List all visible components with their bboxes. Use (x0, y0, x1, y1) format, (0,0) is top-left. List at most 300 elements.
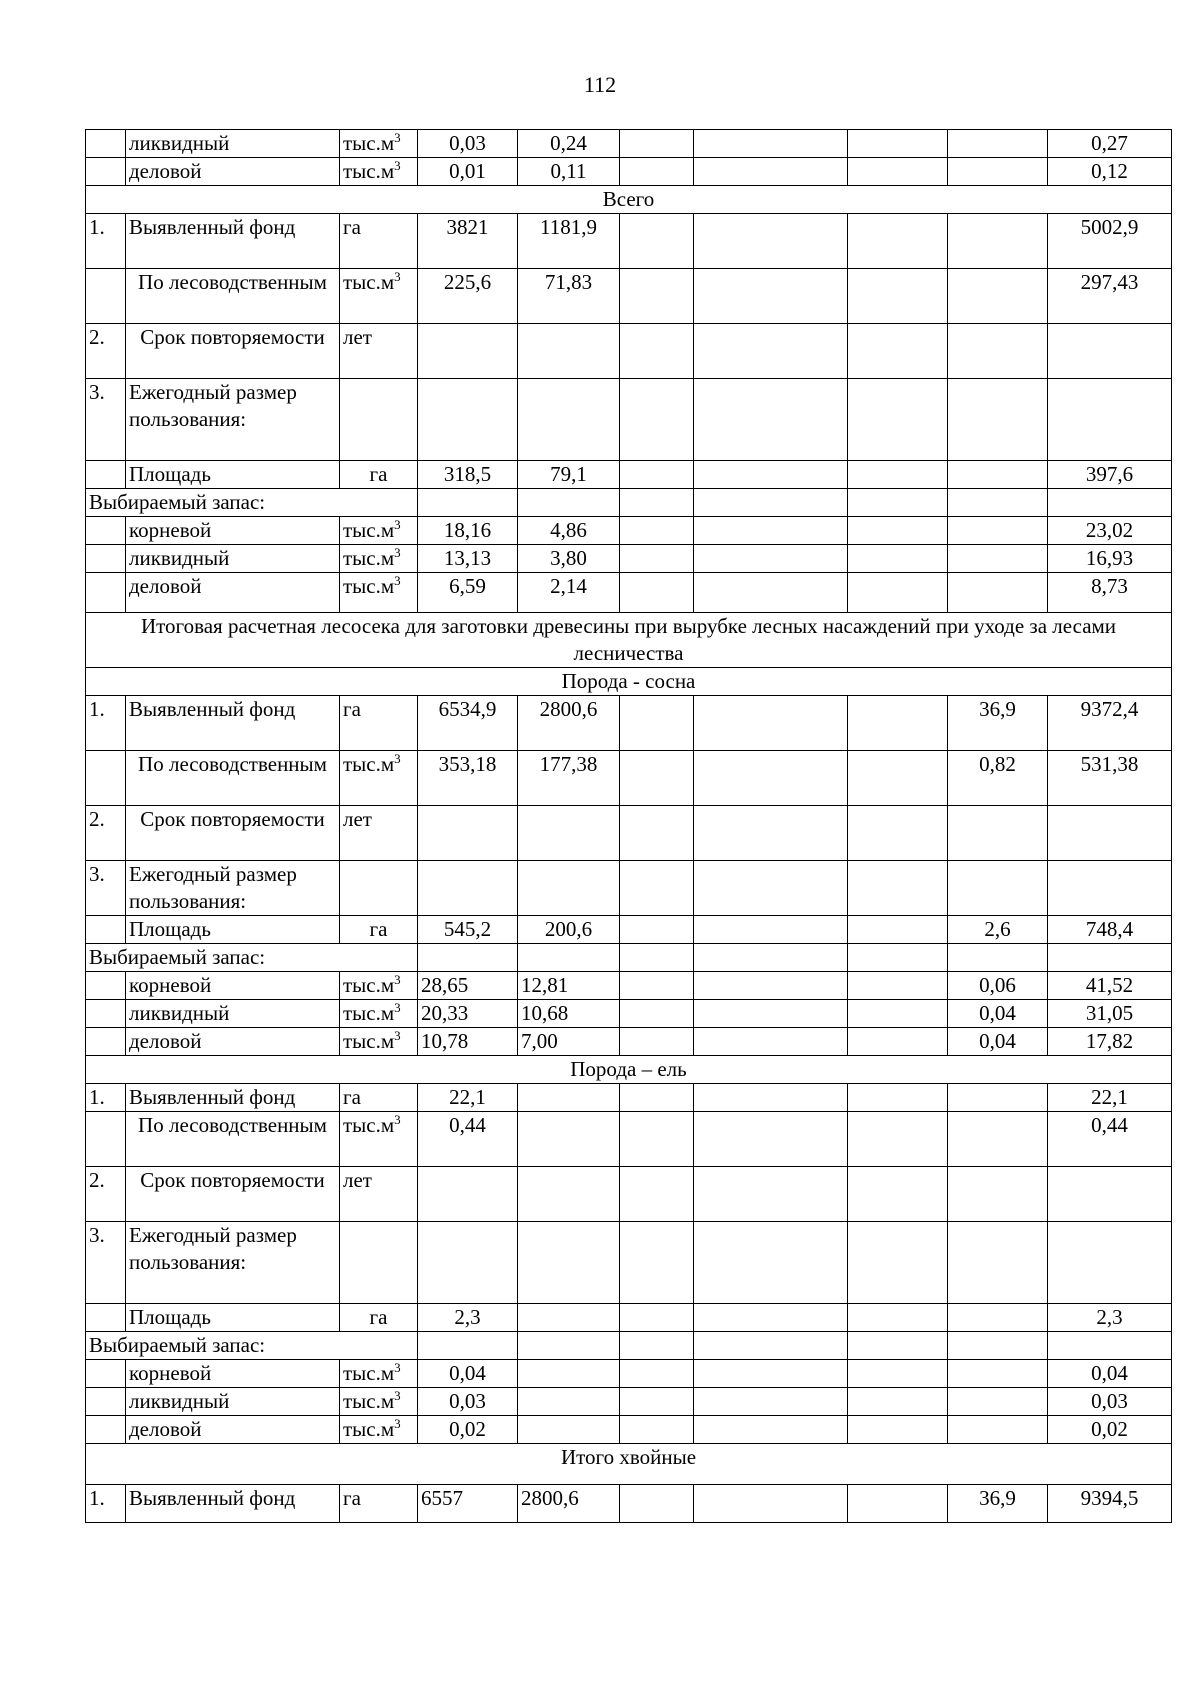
value-cell: 0,44 (418, 1112, 518, 1167)
value-cell (848, 1112, 948, 1167)
value-cell (620, 696, 694, 751)
value-cell: 5002,9 (1048, 214, 1172, 269)
value-cell (1048, 379, 1172, 461)
value-cell: 23,02 (1048, 517, 1172, 545)
table-row (86, 613, 1172, 668)
unit-cell (340, 1000, 418, 1028)
value-cell: 22,1 (418, 1084, 518, 1112)
value-cell (948, 1112, 1048, 1167)
value-cell: 225,6 (418, 269, 518, 324)
table-row (86, 972, 1172, 1000)
value-cell (620, 1388, 694, 1416)
value-cell (948, 1084, 1048, 1112)
unit-cell: га (340, 696, 418, 751)
row-number (86, 158, 126, 186)
value-cell (518, 1360, 620, 1388)
unit-cell: га (340, 916, 418, 944)
value-cell (848, 1416, 948, 1444)
value-cell (518, 324, 620, 379)
table-row (86, 158, 1172, 186)
value-cell: 79,1 (518, 461, 620, 489)
empty-cell (1048, 489, 1172, 517)
unit-cell (340, 861, 418, 916)
table-row (86, 186, 1172, 214)
value-cell: 2,3 (1048, 1304, 1172, 1332)
value-cell (948, 573, 1048, 613)
value-cell: 0,03 (1048, 1388, 1172, 1416)
value-cell (848, 269, 948, 324)
value-cell (620, 751, 694, 806)
value-cell (848, 1028, 948, 1056)
value-cell: 0,44 (1048, 1112, 1172, 1167)
unit-base: тыс.м (343, 1029, 395, 1053)
empty-cell (948, 489, 1048, 517)
value-cell (694, 861, 848, 916)
value-cell (1048, 806, 1172, 861)
value-cell: 31,05 (1048, 1000, 1172, 1028)
value-cell (1048, 1222, 1172, 1304)
value-cell (694, 1000, 848, 1028)
empty-cell (620, 944, 694, 972)
row-number: 3. (86, 861, 126, 916)
unit-base: тыс.м (343, 1361, 395, 1385)
row-label: деловой (126, 573, 340, 613)
value-cell (620, 573, 694, 613)
value-cell (848, 214, 948, 269)
value-cell: 9372,4 (1048, 696, 1172, 751)
value-cell: 18,16 (418, 517, 518, 545)
row-number (86, 1416, 126, 1444)
unit-base: тыс.м (343, 131, 395, 155)
row-number: 2. (86, 1167, 126, 1222)
value-cell (694, 1360, 848, 1388)
value-cell: 2,3 (418, 1304, 518, 1332)
row-label: ликвидный (126, 1000, 340, 1028)
unit-cell (340, 1388, 418, 1416)
value-cell (948, 1304, 1048, 1332)
value-cell (620, 214, 694, 269)
value-cell (620, 379, 694, 461)
unit-cell (340, 972, 418, 1000)
value-cell (948, 214, 1048, 269)
value-cell (848, 1485, 948, 1523)
empty-cell (418, 1332, 518, 1360)
unit-base: тыс.м (343, 518, 395, 542)
value-cell (620, 517, 694, 545)
table-row (86, 668, 1172, 696)
empty-cell (948, 1332, 1048, 1360)
empty-cell (620, 1332, 694, 1360)
value-cell (694, 1112, 848, 1167)
value-cell (848, 158, 948, 186)
row-number (86, 130, 126, 158)
value-cell (948, 324, 1048, 379)
value-cell: 748,4 (1048, 916, 1172, 944)
value-cell (518, 1084, 620, 1112)
unit-exponent: 3 (394, 1388, 401, 1403)
value-cell (948, 269, 1048, 324)
value-cell (694, 461, 848, 489)
row-number (86, 916, 126, 944)
value-cell: 0,24 (518, 130, 620, 158)
value-cell (694, 1167, 848, 1222)
row-number (86, 1000, 126, 1028)
value-cell: 6534,9 (418, 696, 518, 751)
value-cell (694, 379, 848, 461)
row-label: ликвидный (126, 545, 340, 573)
value-cell: 0,03 (418, 130, 518, 158)
value-cell: 0,12 (1048, 158, 1172, 186)
row-label: Ежегодный размер пользования: (126, 379, 340, 461)
table-row (86, 1056, 1172, 1084)
unit-cell: га (340, 1485, 418, 1523)
value-cell (848, 324, 948, 379)
unit-cell (340, 158, 418, 186)
unit-exponent: 3 (394, 573, 401, 588)
row-label: Выявленный фонд (126, 214, 340, 269)
value-cell (518, 1112, 620, 1167)
value-cell (518, 861, 620, 916)
value-cell: 200,6 (518, 916, 620, 944)
value-cell (418, 861, 518, 916)
value-cell: 2800,6 (518, 1485, 620, 1523)
value-cell: 0,04 (948, 1028, 1048, 1056)
value-cell (694, 517, 848, 545)
section-header: Итого хвойные (86, 1444, 1172, 1485)
empty-cell (948, 944, 1048, 972)
row-label: Срок повторяемости (126, 806, 340, 861)
unit-exponent: 3 (394, 1028, 401, 1043)
value-cell (948, 1360, 1048, 1388)
row-label: ликвидный (126, 130, 340, 158)
value-cell (418, 379, 518, 461)
value-cell: 177,38 (518, 751, 620, 806)
value-cell: 36,9 (948, 1485, 1048, 1523)
value-cell (848, 1388, 948, 1416)
table-row (86, 573, 1172, 613)
value-cell (620, 1485, 694, 1523)
row-number (86, 1360, 126, 1388)
value-cell: 545,2 (418, 916, 518, 944)
table-row (86, 916, 1172, 944)
unit-exponent: 3 (394, 545, 401, 560)
value-cell (948, 1167, 1048, 1222)
row-label: ликвидный (126, 1388, 340, 1416)
unit-base: тыс.м (343, 159, 395, 183)
row-label: Площадь (126, 916, 340, 944)
value-cell: 0,03 (418, 1388, 518, 1416)
table-row (86, 1388, 1172, 1416)
value-cell: 297,43 (1048, 269, 1172, 324)
value-cell (518, 806, 620, 861)
value-cell (694, 1485, 848, 1523)
value-cell (620, 1028, 694, 1056)
empty-cell (1048, 1332, 1172, 1360)
value-cell (694, 1222, 848, 1304)
empty-cell (694, 1332, 848, 1360)
value-cell (620, 1360, 694, 1388)
value-cell (848, 1000, 948, 1028)
subheading: Выбираемый запас: (86, 489, 418, 517)
value-cell (518, 1167, 620, 1222)
value-cell (694, 1388, 848, 1416)
value-cell: 2,14 (518, 573, 620, 613)
unit-base: тыс.м (343, 1389, 395, 1413)
value-cell (948, 806, 1048, 861)
value-cell (620, 1167, 694, 1222)
unit-exponent: 3 (394, 1000, 401, 1015)
section-header: Порода – ель (86, 1056, 1172, 1084)
row-number (86, 1112, 126, 1167)
value-cell: 41,52 (1048, 972, 1172, 1000)
unit-cell: га (340, 214, 418, 269)
value-cell (518, 1388, 620, 1416)
row-number: 1. (86, 1485, 126, 1523)
value-cell: 6557 (418, 1485, 518, 1523)
unit-base: тыс.м (343, 752, 395, 776)
row-label: Ежегодный размер пользования: (126, 1222, 340, 1304)
unit-exponent: 3 (394, 269, 401, 284)
row-label: По лесоводственным (126, 751, 340, 806)
unit-cell: лет (340, 324, 418, 379)
table-row (86, 944, 1172, 972)
unit-cell (340, 1028, 418, 1056)
row-label: По лесоводственным (126, 1112, 340, 1167)
value-cell (620, 1416, 694, 1444)
value-cell (848, 861, 948, 916)
value-cell: 10,68 (518, 1000, 620, 1028)
value-cell (620, 461, 694, 489)
unit-exponent: 3 (394, 158, 401, 173)
value-cell: 318,5 (418, 461, 518, 489)
value-cell (848, 1360, 948, 1388)
value-cell (620, 861, 694, 916)
row-number (86, 1388, 126, 1416)
value-cell: 3,80 (518, 545, 620, 573)
unit-exponent: 3 (394, 517, 401, 532)
unit-exponent: 3 (394, 1112, 401, 1127)
section-header: Итоговая расчетная лесосека для заготовки древесины при вырубке лесных насаждений при уходе за лесами лесничества (86, 613, 1172, 668)
empty-cell (848, 1332, 948, 1360)
row-number: 2. (86, 806, 126, 861)
unit-base: тыс.м (343, 270, 395, 294)
value-cell (620, 916, 694, 944)
value-cell (948, 461, 1048, 489)
value-cell (518, 1222, 620, 1304)
unit-cell (340, 573, 418, 613)
value-cell (848, 130, 948, 158)
unit-cell (340, 1360, 418, 1388)
value-cell (1048, 1167, 1172, 1222)
value-cell (620, 545, 694, 573)
value-cell: 0,01 (418, 158, 518, 186)
unit-cell: лет (340, 1167, 418, 1222)
row-number (86, 517, 126, 545)
row-label: корневой (126, 972, 340, 1000)
value-cell (694, 972, 848, 1000)
value-cell (694, 130, 848, 158)
table-row (86, 1222, 1172, 1304)
empty-cell (518, 1332, 620, 1360)
value-cell (518, 379, 620, 461)
value-cell: 8,73 (1048, 573, 1172, 613)
value-cell (848, 751, 948, 806)
row-label: Площадь (126, 461, 340, 489)
table-row (86, 1416, 1172, 1444)
value-cell: 4,86 (518, 517, 620, 545)
empty-cell (694, 944, 848, 972)
table-row (86, 517, 1172, 545)
row-number: 3. (86, 379, 126, 461)
value-cell (694, 324, 848, 379)
value-cell: 0,02 (1048, 1416, 1172, 1444)
unit-cell (340, 269, 418, 324)
value-cell (848, 696, 948, 751)
row-label: Срок повторяемости (126, 1167, 340, 1222)
value-cell: 0,04 (1048, 1360, 1172, 1388)
value-cell (620, 972, 694, 1000)
value-cell (848, 806, 948, 861)
table-row (86, 1444, 1172, 1485)
unit-cell (340, 1112, 418, 1167)
value-cell (694, 1416, 848, 1444)
row-label: Площадь (126, 1304, 340, 1332)
value-cell (694, 573, 848, 613)
table-row (86, 861, 1172, 916)
value-cell (948, 379, 1048, 461)
value-cell (848, 1084, 948, 1112)
value-cell (948, 545, 1048, 573)
row-label: деловой (126, 1416, 340, 1444)
value-cell (948, 1416, 1048, 1444)
value-cell (620, 806, 694, 861)
page-number: 112 (583, 72, 617, 97)
value-cell: 10,78 (418, 1028, 518, 1056)
row-number (86, 545, 126, 573)
table-row (86, 1112, 1172, 1167)
subheading: Выбираемый запас: (86, 944, 418, 972)
value-cell: 22,1 (1048, 1084, 1172, 1112)
value-cell (620, 269, 694, 324)
unit-cell: лет (340, 806, 418, 861)
unit-cell (340, 751, 418, 806)
row-label: Выявленный фонд (126, 1084, 340, 1112)
value-cell (694, 751, 848, 806)
value-cell (694, 158, 848, 186)
table-row (86, 1167, 1172, 1222)
row-number (86, 1304, 126, 1332)
table-row (86, 1028, 1172, 1056)
value-cell (848, 1222, 948, 1304)
value-cell (694, 1084, 848, 1112)
unit-base: тыс.м (343, 1113, 395, 1137)
value-cell: 397,6 (1048, 461, 1172, 489)
row-label: деловой (126, 158, 340, 186)
value-cell (620, 130, 694, 158)
row-label: деловой (126, 1028, 340, 1056)
value-cell: 12,81 (518, 972, 620, 1000)
value-cell: 28,65 (418, 972, 518, 1000)
table-row (86, 214, 1172, 269)
unit-base: тыс.м (343, 574, 395, 598)
value-cell (620, 1000, 694, 1028)
value-cell (620, 1222, 694, 1304)
value-cell (848, 916, 948, 944)
value-cell: 71,83 (518, 269, 620, 324)
value-cell: 20,33 (418, 1000, 518, 1028)
value-cell: 0,04 (948, 1000, 1048, 1028)
value-cell (1048, 861, 1172, 916)
value-cell (948, 1222, 1048, 1304)
row-label: Срок повторяемости (126, 324, 340, 379)
value-cell: 3821 (418, 214, 518, 269)
table-row (86, 1304, 1172, 1332)
value-cell (620, 1084, 694, 1112)
table-row (86, 324, 1172, 379)
table-row (86, 1084, 1172, 1112)
section-header: Порода - сосна (86, 668, 1172, 696)
empty-cell (418, 944, 518, 972)
section-header: Всего (86, 186, 1172, 214)
table-row (86, 751, 1172, 806)
value-cell (848, 1167, 948, 1222)
table-row (86, 1360, 1172, 1388)
value-cell (518, 1304, 620, 1332)
table-row (86, 489, 1172, 517)
value-cell (848, 517, 948, 545)
table-row (86, 461, 1172, 489)
value-cell: 531,38 (1048, 751, 1172, 806)
value-cell: 353,18 (418, 751, 518, 806)
unit-cell (340, 517, 418, 545)
value-cell: 2800,6 (518, 696, 620, 751)
value-cell: 0,82 (948, 751, 1048, 806)
value-cell (948, 158, 1048, 186)
value-cell (948, 517, 1048, 545)
unit-cell: га (340, 1084, 418, 1112)
value-cell (948, 1388, 1048, 1416)
row-label: корневой (126, 1360, 340, 1388)
value-cell (418, 1167, 518, 1222)
value-cell (848, 972, 948, 1000)
unit-exponent: 3 (394, 130, 401, 145)
row-label: По лесоводственным (126, 269, 340, 324)
value-cell (948, 861, 1048, 916)
table-row (86, 1000, 1172, 1028)
row-number: 3. (86, 1222, 126, 1304)
value-cell (694, 214, 848, 269)
value-cell: 17,82 (1048, 1028, 1172, 1056)
empty-cell (518, 944, 620, 972)
unit-base: тыс.м (343, 973, 395, 997)
value-cell (848, 379, 948, 461)
table-row (86, 1485, 1172, 1523)
value-cell: 7,00 (518, 1028, 620, 1056)
value-cell (694, 269, 848, 324)
empty-cell (418, 489, 518, 517)
table-row (86, 696, 1172, 751)
table-row (86, 806, 1172, 861)
value-cell (948, 130, 1048, 158)
value-cell (848, 545, 948, 573)
row-number (86, 269, 126, 324)
unit-exponent: 3 (394, 751, 401, 766)
empty-cell (848, 489, 948, 517)
row-label: Выявленный фонд (126, 696, 340, 751)
unit-base: тыс.м (343, 1001, 395, 1025)
unit-cell (340, 130, 418, 158)
value-cell (848, 573, 948, 613)
